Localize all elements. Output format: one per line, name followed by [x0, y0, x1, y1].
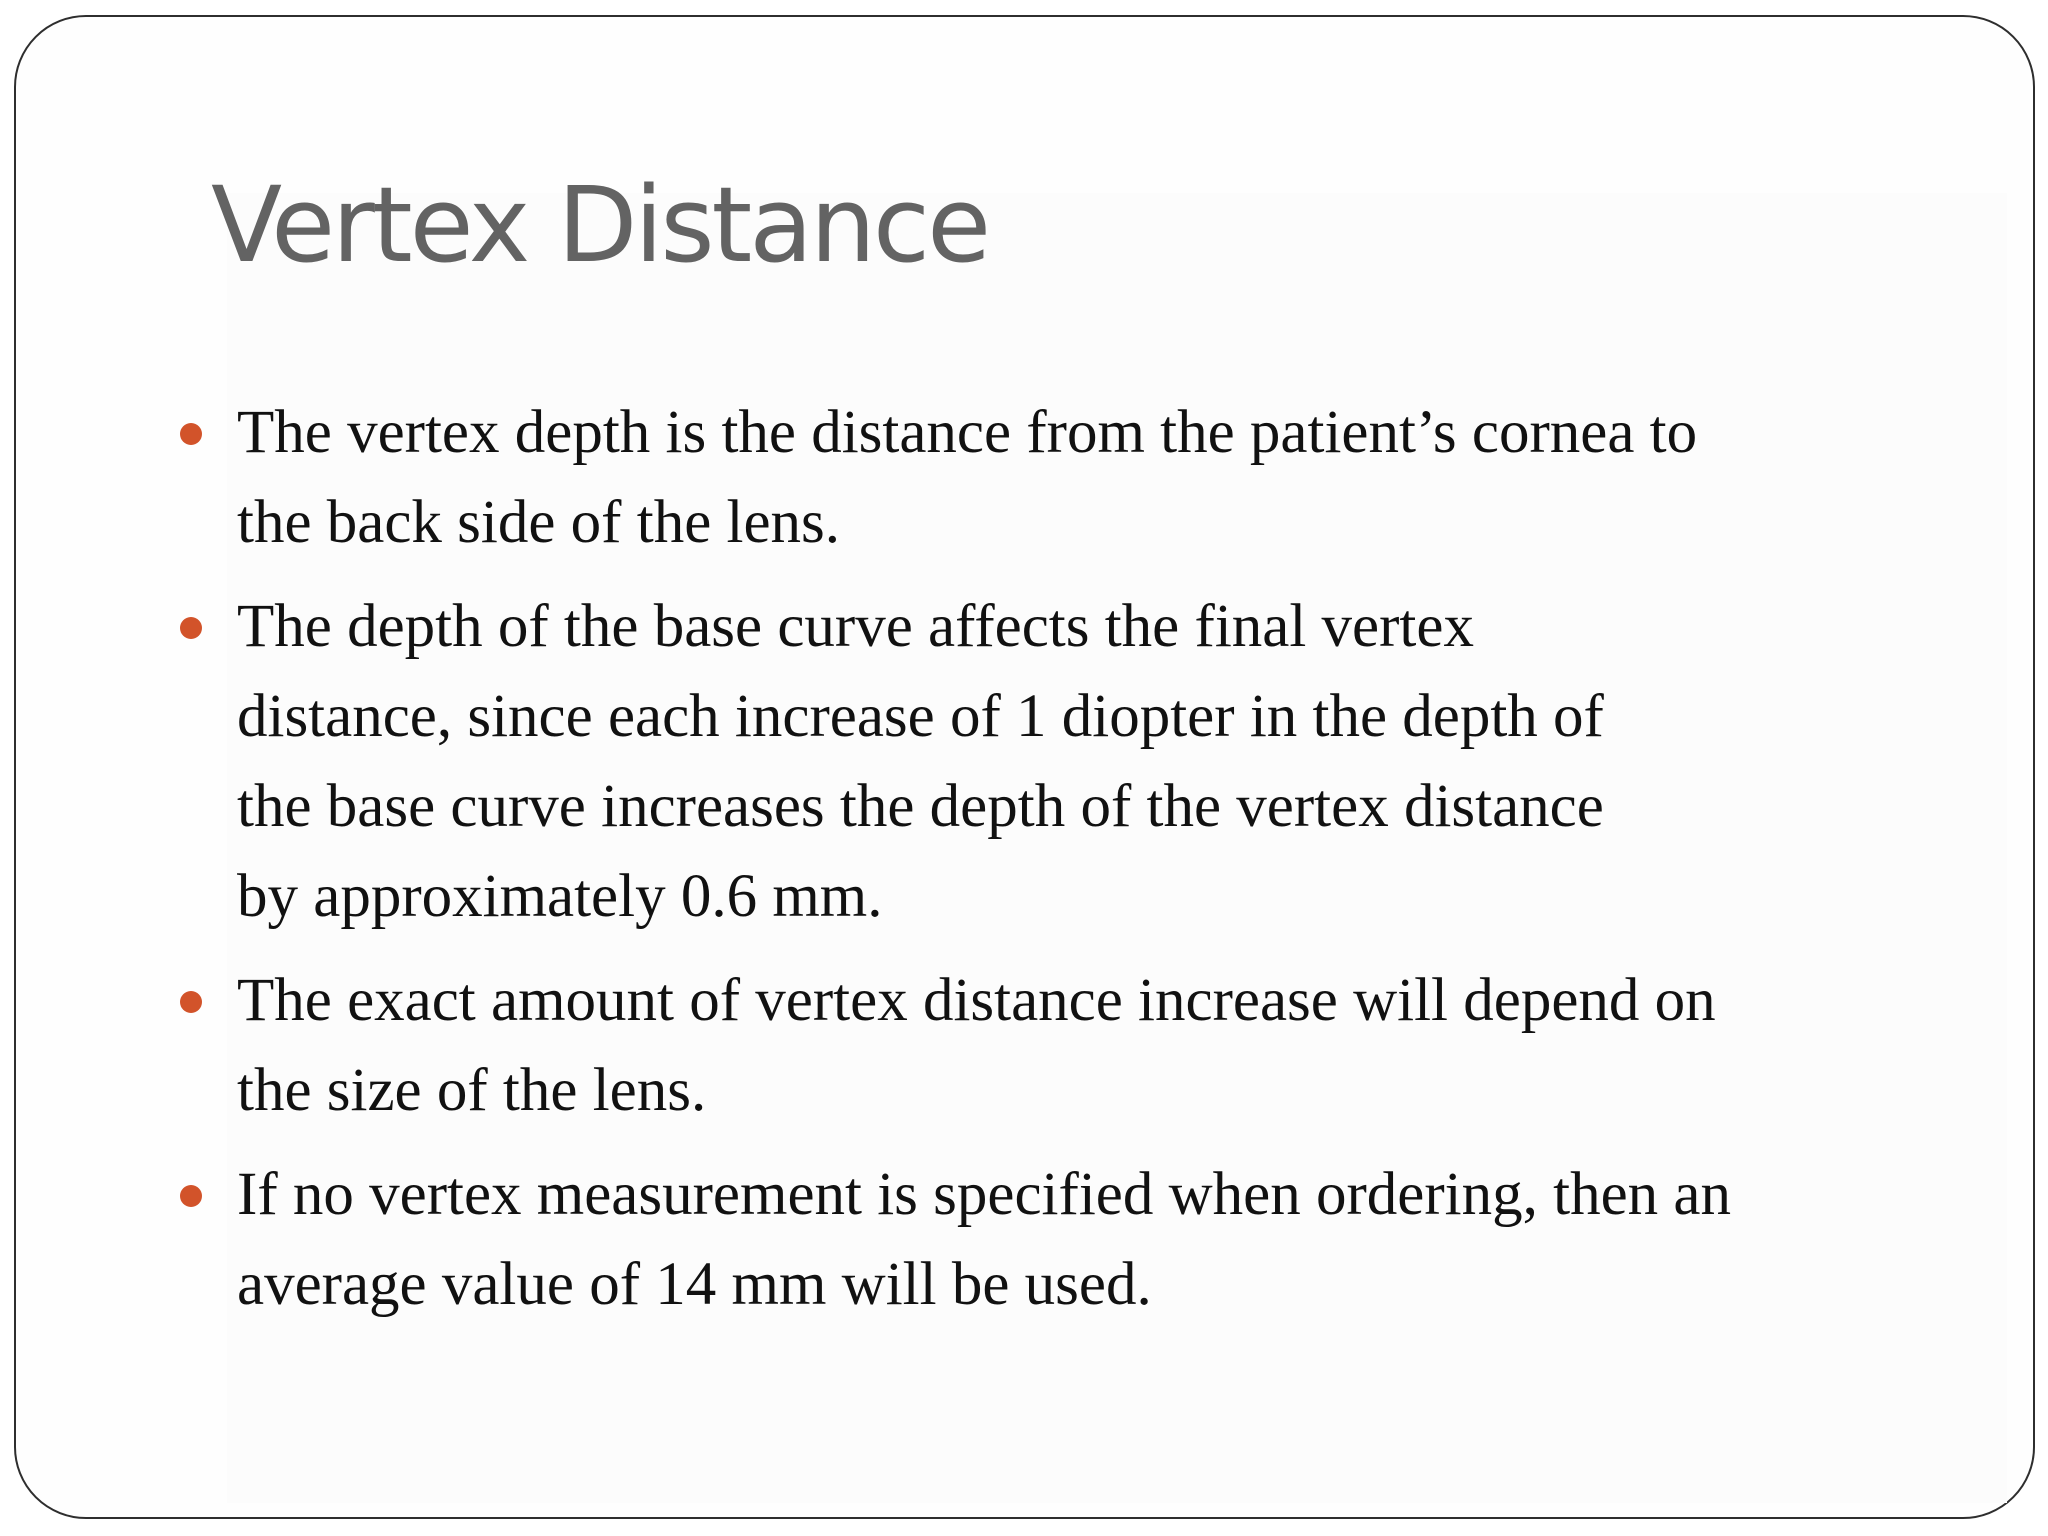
- bullet-item: [170, 956, 1910, 1136]
- bullet-line: the base curve increases the depth of the vertex distance: [237, 773, 1604, 840]
- bullet-line: The vertex depth is the distance from the patient’s cornea to: [237, 399, 1698, 466]
- bullet-line: by approximately 0.6 mm.: [237, 863, 883, 930]
- bullet-line: The exact amount of vertex distance increase will depend on: [237, 967, 1716, 1034]
- bullet-line: the back side of the lens.: [237, 489, 841, 556]
- bullet-line: average value of 14 mm will be used.: [237, 1251, 1152, 1318]
- bullet-line: distance, since each increase of 1 diopter in the depth of: [237, 683, 1604, 750]
- bullet-dot-icon: [180, 991, 202, 1013]
- bullet-list: [170, 388, 1910, 1344]
- bullet-line: If no vertex measurement is specified when ordering, then an: [237, 1161, 1731, 1228]
- slide-title: Vertex Distance: [211, 164, 989, 286]
- bullet-item: [170, 1150, 1910, 1330]
- bullet-line: the size of the lens.: [237, 1057, 707, 1124]
- bullet-dot-icon: [180, 617, 202, 639]
- bullet-line: The depth of the base curve affects the final vertex: [237, 593, 1474, 660]
- bullet-dot-icon: [180, 423, 202, 445]
- bullet-dot-icon: [180, 1185, 202, 1207]
- bullet-item: [170, 582, 1910, 942]
- bullet-item: [170, 388, 1910, 568]
